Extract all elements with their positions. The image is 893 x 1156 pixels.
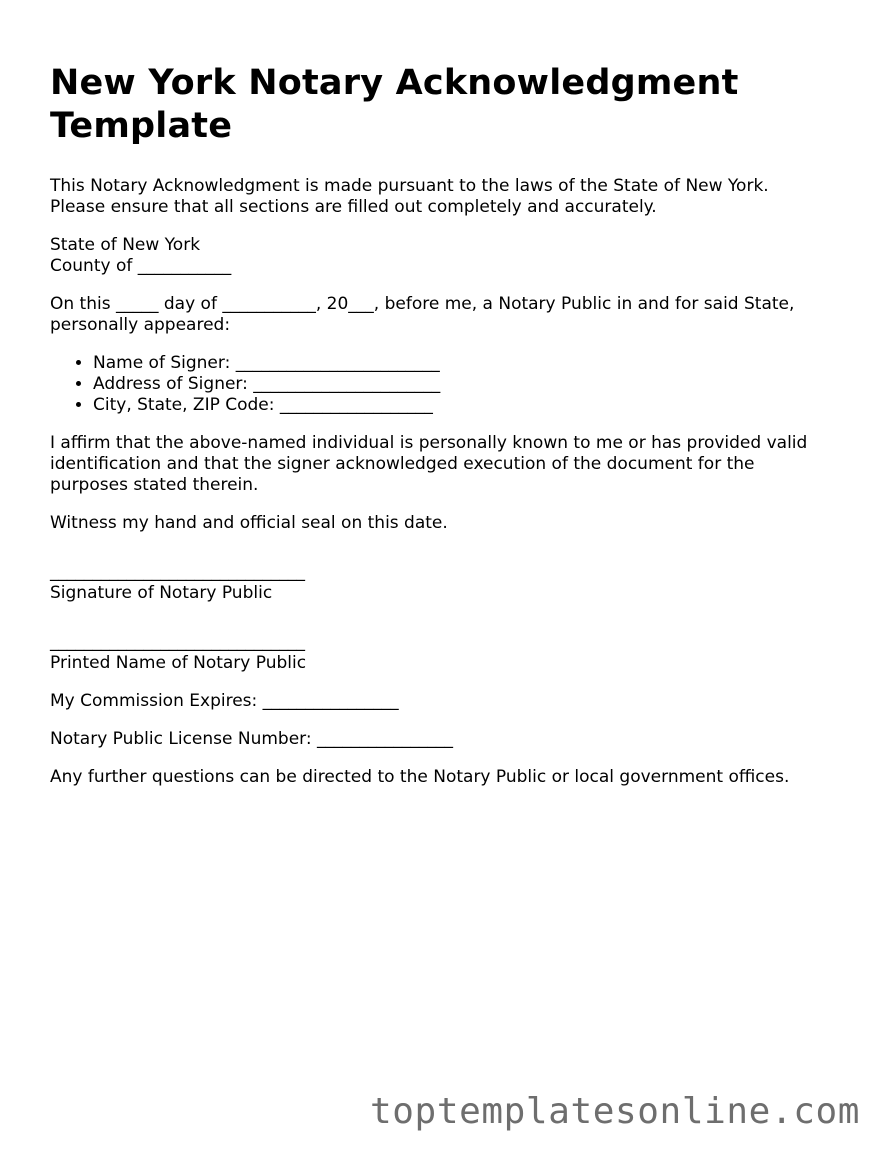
signer-field-list: [50, 353, 850, 416]
venue-block: [50, 235, 850, 277]
affirmation-line-1: I affirm that the above-named individual is personally known to me or has provided valid: [50, 433, 808, 453]
intro-line-2: Please ensure that all sections are filled out completely and accurately.: [50, 197, 657, 217]
license-number-field: Notary Public License Number: ________________: [50, 729, 453, 749]
affirmation-line-3: purposes stated therein.: [50, 475, 259, 495]
document: [50, 62, 850, 805]
signer-address-field: • Address of Signer: ______________________: [93, 374, 850, 395]
signature-label: Signature of Notary Public: [50, 583, 273, 603]
printed-name-line: ______________________________: [50, 632, 305, 652]
notary-signature-block: [50, 562, 850, 604]
affirmation-line-2: identification and that the signer acknowledged execution of the document for the: [50, 454, 755, 474]
venue-county: County of ___________: [50, 256, 232, 276]
appearance-line-2: personally appeared:: [50, 315, 231, 335]
printed-name-label: Printed Name of Notary Public: [50, 653, 307, 673]
appearance-paragraph: [50, 294, 850, 336]
affirmation-paragraph: [50, 433, 850, 496]
page-title: New York Notary Acknowledgment Template: [50, 63, 739, 146]
printed-name-block: [50, 632, 850, 674]
intro-line-1: This Notary Acknowledgment is made pursuant to the laws of the State of New York.: [50, 176, 769, 196]
appearance-line-1: On this _____ day of ___________, 20___, before me, a Notary Public in and for said State,: [50, 294, 795, 314]
signer-city-state-zip-field: • City, State, ZIP Code: __________________: [93, 395, 850, 416]
signature-line: ______________________________: [50, 562, 305, 582]
site-watermark: toptemplatesonline.com: [370, 1091, 861, 1132]
commission-expires-field: My Commission Expires: ________________: [50, 691, 399, 711]
witness-statement: Witness my hand and official seal on this date.: [50, 513, 448, 533]
intro-paragraph: [50, 176, 850, 218]
signer-name-field: • Name of Signer: ________________________: [93, 353, 850, 374]
closing-statement: Any further questions can be directed to the Notary Public or local government offices.: [50, 767, 790, 787]
venue-state: State of New York: [50, 235, 201, 255]
